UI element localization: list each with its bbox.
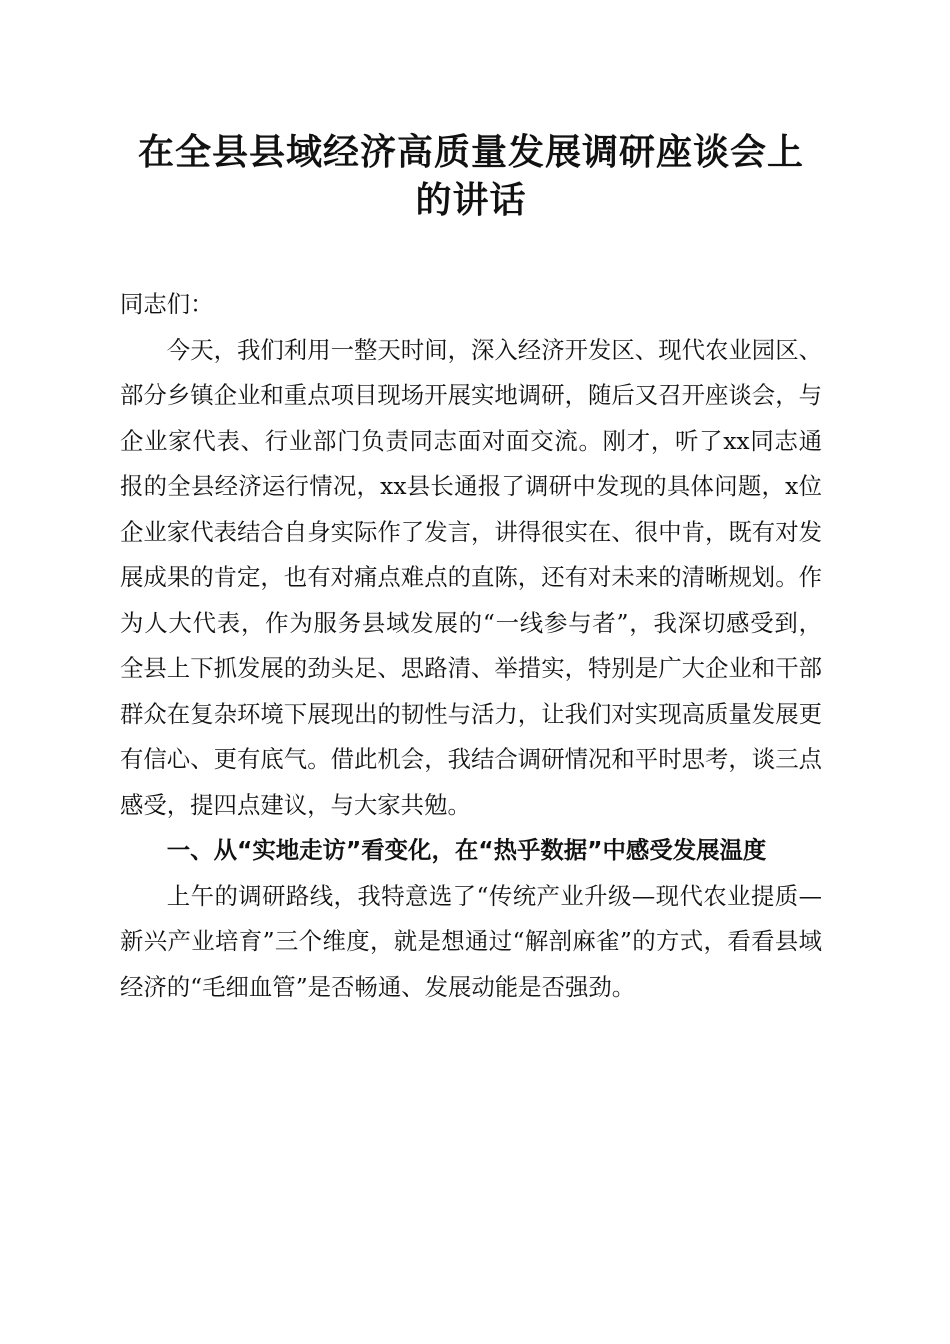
- document-title: 在全县县域经济高质量发展调研座谈会上的讲话: [137, 131, 804, 221]
- section-1-paragraph: 上午的调研路线，我特意选了“传统产业升级—现代农业提质—新兴产业培育”三个维度，就是想通过“解剖麻雀”的方式，看看县域经济的“毛细血管”是否畅通、发展动能是否强劲。: [120, 881, 822, 1001]
- intro-paragraph: 今天，我们利用一整天时间，深入经济开发区、现代农业园区、部分乡镇企业和重点项目现场开展实地调研，随后又召开座谈会，与企业家代表、行业部门负责同志面对面交流。刚才，听了xx同志通报的全县经济运行情况，xx县长通报了调研中发现的具体问题，x位企业家代表结合自身实际作了发言，讲得很实在、很中肯，既有对发展成果的肯定，也有对痛点难点的直陈，还有对未来的清晰规划。作为人大代表，作为服务县域发展的“一线参与者”，我深切感受到，全县上下抓发展的劲头足、思路清、举措实，特别是广大企业和干部群众在复杂环境下展现出的韧性与活力，让我们对实现高质量发展更有信心、更有底气。借此机会，我结合调研情况和平时思考，谈三点感受，提四点建议，与大家共勉。: [120, 335, 822, 819]
- section-heading-1: 一、从“实地走访”看变化，在“热乎数据”中感受发展温度: [166, 836, 767, 864]
- document-page: [120, 128, 822, 1010]
- salutation: 同志们：: [120, 290, 214, 318]
